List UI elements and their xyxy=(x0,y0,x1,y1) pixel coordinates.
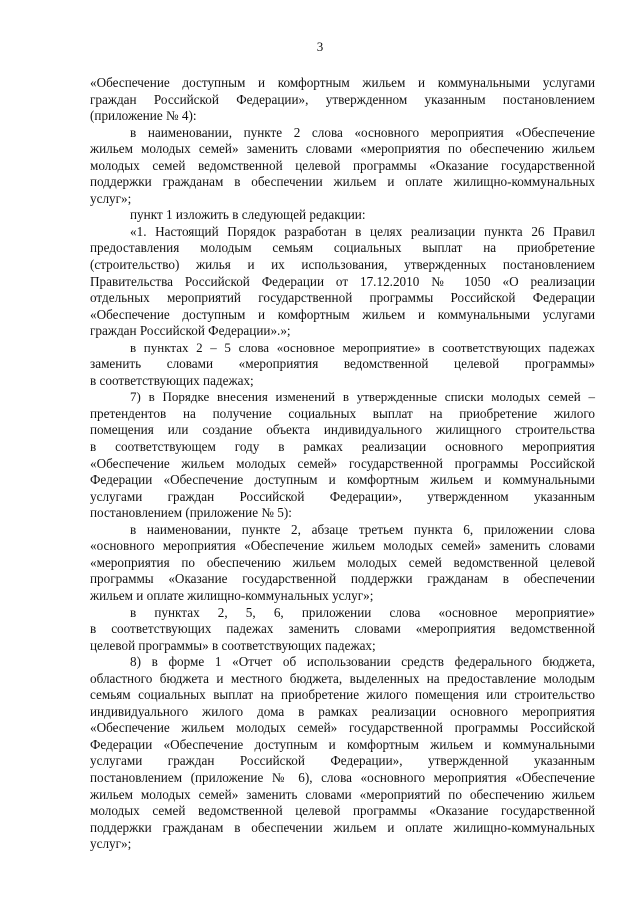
body-text xyxy=(90,75,595,853)
text-line: в наименовании, пункте 2 слова «основного мероприятия «Обеспечение xyxy=(130,124,595,140)
text-line: в пунктах 2, 5, 6, приложении слова «основное мероприятие» xyxy=(130,604,595,620)
text-line: программы «Оказание государственной поддержки гражданам в обеспечении xyxy=(90,571,595,587)
text-line: жильем молодых семей» заменить словами «мероприятий по обеспечению жильем xyxy=(90,786,595,802)
text-line: в пунктах 2 – 5 слова «основное мероприятие» в соответствующих падежах xyxy=(130,339,595,355)
text-line: (приложение № 4): xyxy=(90,108,197,124)
text-line: Федерации «Обеспечение доступным и комфортным жильем и коммунальными xyxy=(90,472,595,488)
text-line: услугами граждан Российской Федерации», утвержденной указанным xyxy=(90,753,595,769)
text-line: (строительство) жилья и их использования, утвержденных постановлением xyxy=(90,257,595,273)
text-line: молодых семей ведомственной целевой программы «Оказание государственной xyxy=(90,803,595,819)
text-line: в наименовании, пункте 2, абзаце третьем пункта 6, приложении слова xyxy=(130,521,595,537)
text-line: в соответствующих падежах; xyxy=(90,372,254,388)
text-line: «Обеспечение доступным и комфортным жильем и коммунальными услугами xyxy=(90,306,595,322)
text-line: «Обеспечение доступным и комфортным жильем и коммунальными услугами xyxy=(90,75,595,90)
text-line: заменить словами «мероприятия ведомственной целевой программы» xyxy=(90,356,595,372)
text-line: «Обеспечение жильем молодых семей» государственной программы Российской xyxy=(90,720,595,736)
text-line: 7) в Порядке внесения изменений в утвержденные списки молодых семей – xyxy=(130,389,595,405)
text-line: индивидуального жилого дома в рамках реализации основного мероприятия xyxy=(90,703,595,719)
text-line: поддержки гражданам в обеспечении жильем и оплате жилищно-коммунальных xyxy=(90,174,595,190)
text-line: целевой программы» в соответствующих падежах; xyxy=(90,637,376,653)
text-line: областного бюджета и местного бюджета, выделенных на предоставление молодым xyxy=(90,670,595,686)
text-line: услуг»; xyxy=(90,836,132,852)
text-line: семьям социальных выплат на приобретение жилого помещения или строительство xyxy=(90,687,595,703)
text-line: граждан Российской Федерации», утвержденном указанным постановлением xyxy=(90,91,595,107)
text-line: отдельных мероприятий государственной программы Российской Федерации xyxy=(90,290,595,306)
text-line: граждан Российской Федерации».»; xyxy=(90,323,291,339)
text-line: претендентов на получение социальных выплат на приобретение жилого xyxy=(90,405,595,421)
text-line: «Обеспечение жильем молодых семей» государственной программы Российской xyxy=(90,455,595,471)
text-line: Федерации «Обеспечение доступным и комфортным жильем и коммунальными xyxy=(90,736,595,752)
text-line: «1. Настоящий Порядок разработан в целях реализации пункта 26 Правил xyxy=(130,223,595,239)
text-line: постановлением (приложение № 6), слова «основного мероприятия «Обеспечение xyxy=(90,769,595,785)
text-line: постановлением (приложение № 5): xyxy=(90,505,292,521)
text-line: жильем молодых семей» заменить словами «мероприятия по обеспечению жильем xyxy=(90,141,595,157)
text-line: предоставления молодым семьям социальных выплат на приобретение xyxy=(90,240,595,256)
text-line: услуг»; xyxy=(90,190,132,206)
text-line: «основного мероприятия «Обеспечение жильем молодых семей» заменить словами xyxy=(90,538,595,554)
text-line: услугами граждан Российской Федерации», утвержденном указанным xyxy=(90,488,595,504)
text-line: пункт 1 изложить в следующей редакции: xyxy=(130,207,366,223)
text-line: Правительства Российской Федерации от 17.12.2010 № 1050 «О реализации xyxy=(90,273,595,289)
text-line: в соответствующем году в рамках реализации основного мероприятия xyxy=(90,439,595,455)
text-line: жильем и оплате жилищно-коммунальных услуг»; xyxy=(90,587,374,603)
text-line: 8) в форме 1 «Отчет об использовании средств федерального бюджета, xyxy=(130,654,595,670)
text-line: в соответствующих падежах заменить словами «мероприятия ведомственной xyxy=(90,621,595,637)
text-line: помещения или создание объекта индивидуального жилищного строительства xyxy=(90,422,595,438)
page-number: 3 xyxy=(316,39,324,54)
text-line: поддержки гражданам в обеспечении жильем и оплате жилищно-коммунальных xyxy=(90,819,595,835)
text-line: молодых семей ведомственной целевой программы «Оказание государственной xyxy=(90,157,595,173)
text-line: «мероприятия по обеспечению жильем молодых семей ведомственной целевой xyxy=(90,554,595,570)
